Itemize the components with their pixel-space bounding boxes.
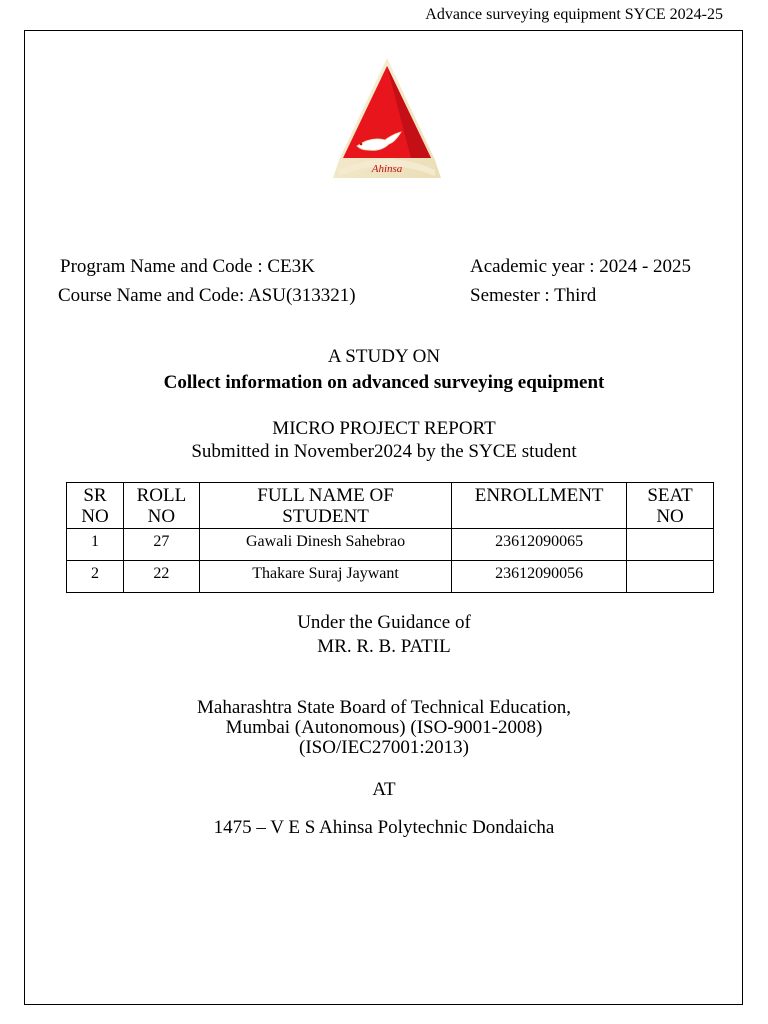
cell-enrollment: 23612090065 [452,529,627,561]
project-topic: Collect information on advanced surveying equipment [163,372,605,393]
ahinsa-logo [331,52,443,184]
board-line-1: Maharashtra State Board of Technical Education, [197,697,571,718]
academic-year: Academic year : 2024 - 2025 [470,256,692,277]
study-label: A STUDY ON [327,346,441,367]
table-header-row [67,483,714,529]
cell-student-name: Thakare Suraj Jaywant [199,561,451,593]
column-header-roll-no: ROLL NO [123,483,199,529]
report-type: MICRO PROJECT REPORT [272,418,496,439]
board-line-3: (ISO/IEC27001:2013) [299,737,469,758]
table-row [67,529,714,561]
program-name-code: Program Name and Code : CE3K [60,256,315,277]
column-header-sr-no: SR NO [67,483,124,529]
guide-name: MR. R. B. PATIL [317,636,451,657]
logo-wordmark: Ahinsa [371,163,403,175]
column-header-enrollment: ENROLLMENT [452,483,627,529]
board-line-2: Mumbai (Autonomous) (ISO-9001-2008) [225,717,543,738]
cell-sr-no: 2 [67,561,124,593]
course-name-code: Course Name and Code: ASU(313321) [58,285,356,306]
guidance-label: Under the Guidance of [297,612,471,633]
submission-note: Submitted in November2024 by the SYCE student [191,441,577,462]
page-header: Advance surveying equipment SYCE 2024-25 [425,6,723,23]
table-row [67,561,714,593]
cell-seat-no [627,529,714,561]
at-label: AT [372,779,396,800]
column-header-seat-no: SEAT NO [627,483,714,529]
cell-seat-no [627,561,714,593]
cell-enrollment: 23612090056 [452,561,627,593]
student-table [66,482,714,593]
cell-roll-no: 22 [123,561,199,593]
cell-sr-no: 1 [67,529,124,561]
semester: Semester : Third [470,285,597,306]
column-header-student-name: FULL NAME OF STUDENT [199,483,451,529]
institute-name: 1475 – V E S Ahinsa Polytechnic Dondaicha [213,817,555,838]
cell-student-name: Gawali Dinesh Sahebrao [199,529,451,561]
cell-roll-no: 27 [123,529,199,561]
